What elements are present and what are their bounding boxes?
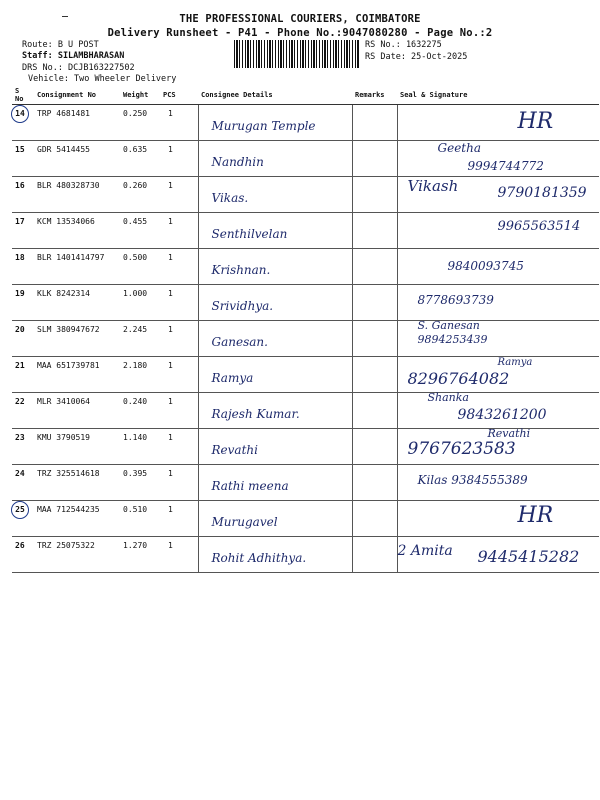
signature-phone: 9994744772	[467, 159, 544, 173]
rs-date: RS Date: 25-Oct-2025	[365, 52, 468, 62]
cell-sno	[12, 393, 34, 429]
cell-remarks	[352, 537, 397, 573]
rs-number: RS No.: 1632275	[365, 40, 442, 50]
cell-sno	[12, 429, 34, 465]
table-row	[12, 249, 599, 285]
sno-value: 26	[15, 541, 25, 550]
cell-pcs: 1	[160, 429, 198, 465]
consignee-name: Nandhin	[211, 155, 264, 169]
cell-pcs: 1	[160, 537, 198, 573]
cell-sno	[12, 285, 34, 321]
cell-pcs: 1	[160, 249, 198, 285]
sno-value: 20	[15, 325, 25, 334]
cell-weight: 0.395	[120, 465, 160, 501]
consignee-name: Ganesan.	[211, 335, 268, 349]
consignee-name: Rajesh Kumar.	[211, 407, 300, 421]
cell-remarks	[352, 393, 397, 429]
sno-value: 18	[15, 253, 25, 262]
column-header-details: Consignee Details	[198, 86, 352, 105]
cell-details	[198, 321, 352, 357]
cell-signature	[397, 177, 599, 213]
signature-text: Vikash	[407, 177, 459, 195]
consignee-name: Rathi meena	[211, 479, 289, 493]
sno-value: 14	[11, 105, 29, 123]
consignee-name: Rohit Adhithya.	[211, 551, 307, 565]
cell-pcs: 1	[160, 141, 198, 177]
table-row	[12, 465, 599, 501]
cell-sno	[12, 141, 34, 177]
cell-pcs: 1	[160, 177, 198, 213]
runsheet-subtitle: Delivery Runsheet - P41 - Phone No.:9047080280 - Page No.:2	[107, 27, 493, 39]
cell-weight: 2.180	[120, 357, 160, 393]
cell-remarks	[352, 249, 397, 285]
cell-remarks	[352, 141, 397, 177]
table-row	[12, 357, 599, 393]
cell-sno	[12, 465, 34, 501]
cell-consignment: MAA 651739781	[34, 357, 120, 393]
cell-weight: 2.245	[120, 321, 160, 357]
signature-text: S. Ganesan	[417, 319, 480, 332]
table-row	[12, 393, 599, 429]
table-row	[12, 501, 599, 537]
cell-sno	[12, 357, 34, 393]
cell-signature	[397, 537, 599, 573]
cell-remarks	[352, 465, 397, 501]
column-header-weight: Weight	[120, 86, 160, 105]
cell-weight: 0.635	[120, 141, 160, 177]
consignee-name: Senthilvelan	[211, 227, 288, 241]
column-header-remarks: Remarks	[352, 86, 397, 105]
cell-consignment: KMU 3790519	[34, 429, 120, 465]
cell-weight: 0.510	[120, 501, 160, 537]
table-row	[12, 141, 599, 177]
signature-text: 9965563514	[497, 219, 581, 234]
sno-value: 22	[15, 397, 25, 406]
consignee-name: Revathi	[211, 443, 258, 457]
cell-details	[198, 213, 352, 249]
column-header-pcs: PCS	[160, 86, 198, 105]
cell-signature	[397, 429, 599, 465]
route-label: Route: B U POST	[22, 40, 99, 50]
divider	[62, 16, 68, 17]
sno-value: 17	[15, 217, 25, 226]
table-row	[12, 285, 599, 321]
cell-remarks	[352, 501, 397, 537]
cell-signature	[397, 501, 599, 537]
cell-consignment: TRZ 25075322	[34, 537, 120, 573]
cell-details	[198, 357, 352, 393]
cell-sno	[12, 501, 34, 537]
sno-value: 23	[15, 433, 25, 442]
cell-details	[198, 177, 352, 213]
cell-weight: 1.270	[120, 537, 160, 573]
cell-signature	[397, 213, 599, 249]
cell-details	[198, 501, 352, 537]
cell-sno	[12, 321, 34, 357]
cell-consignment: TRZ 325514618	[34, 465, 120, 501]
signature-phone: 8296764082	[407, 369, 510, 388]
signature-text: Kilas 9384555389	[417, 473, 528, 487]
cell-sno	[12, 105, 34, 141]
signature-phone: 9843261200	[457, 407, 547, 423]
signature-text: 9840093745	[447, 259, 524, 273]
cell-details	[198, 285, 352, 321]
cell-consignment: BLR 480328730	[34, 177, 120, 213]
consignee-name: Krishnan.	[211, 263, 271, 277]
cell-signature	[397, 249, 599, 285]
drs-number: DRS No.: DCJB163227502	[22, 63, 135, 73]
sno-value: 21	[15, 361, 25, 370]
table-row	[12, 177, 599, 213]
cell-weight: 0.240	[120, 393, 160, 429]
consignee-name: Vikas.	[211, 191, 249, 205]
cell-details	[198, 105, 352, 141]
cell-consignment: TRP 4681481	[34, 105, 120, 141]
table-row	[12, 429, 599, 465]
cell-details	[198, 537, 352, 573]
cell-remarks	[352, 105, 397, 141]
company-title: THE PROFESSIONAL COURIERS, COIMBATORE	[179, 13, 421, 25]
signature-text: HR	[517, 503, 554, 528]
cell-sno	[12, 249, 34, 285]
cell-details	[198, 141, 352, 177]
barcode-image	[234, 40, 360, 68]
runsheet-table	[12, 86, 599, 573]
column-header-consignment: Consignment No	[34, 86, 120, 105]
cell-pcs: 1	[160, 105, 198, 141]
signature-text: Ramya	[497, 357, 533, 368]
cell-signature	[397, 141, 599, 177]
signature-phone: 9767623583	[407, 439, 516, 459]
consignee-name: Murugavel	[211, 515, 278, 529]
cell-consignment: GDR 5414455	[34, 141, 120, 177]
cell-signature	[397, 465, 599, 501]
cell-consignment: SLM 380947672	[34, 321, 120, 357]
consignee-name: Ramya	[211, 371, 254, 385]
cell-weight: 1.000	[120, 285, 160, 321]
cell-remarks	[352, 429, 397, 465]
table-row	[12, 105, 599, 141]
signature-phone: 9894253439	[417, 333, 488, 346]
cell-signature	[397, 357, 599, 393]
cell-remarks	[352, 321, 397, 357]
sno-value: 19	[15, 289, 25, 298]
cell-remarks	[352, 213, 397, 249]
cell-consignment: MLR 3410064	[34, 393, 120, 429]
cell-weight: 0.455	[120, 213, 160, 249]
cell-pcs: 1	[160, 393, 198, 429]
signature-text: 8778693739	[417, 293, 494, 307]
cell-signature	[397, 285, 599, 321]
cell-remarks	[352, 285, 397, 321]
cell-details	[198, 249, 352, 285]
vehicle-label: Vehicle: Two Wheeler Delivery	[28, 74, 177, 84]
cell-details	[198, 465, 352, 501]
cell-signature	[397, 105, 599, 141]
table-header-row	[12, 86, 599, 105]
cell-weight: 0.500	[120, 249, 160, 285]
sno-value: 24	[15, 469, 25, 478]
cell-sno	[12, 177, 34, 213]
signature-text: 2 Amita	[397, 543, 453, 559]
table-row	[12, 213, 599, 249]
cell-consignment: KLK 8242314	[34, 285, 120, 321]
cell-consignment: BLR 1401414797	[34, 249, 120, 285]
cell-signature	[397, 321, 599, 357]
column-header-signature: Seal & Signature	[397, 86, 599, 105]
cell-sno	[12, 213, 34, 249]
cell-consignment: MAA 712544235	[34, 501, 120, 537]
signature-phone: 9445415282	[477, 547, 580, 566]
consignee-name: Srividhya.	[211, 299, 274, 313]
cell-weight: 0.260	[120, 177, 160, 213]
consignee-name: Murugan Temple	[211, 119, 316, 133]
cell-remarks	[352, 357, 397, 393]
cell-details	[198, 393, 352, 429]
signature-text: Shanka	[427, 391, 469, 404]
cell-details	[198, 429, 352, 465]
cell-remarks	[352, 177, 397, 213]
table-row	[12, 537, 599, 573]
signature-text: Geetha	[437, 141, 481, 155]
sno-value: 16	[15, 181, 25, 190]
cell-signature	[397, 393, 599, 429]
sno-value: 15	[15, 145, 25, 154]
cell-weight: 0.250	[120, 105, 160, 141]
table-row	[12, 321, 599, 357]
staff-label: Staff: SILAMBHARASAN	[22, 51, 125, 61]
signature-text: HR	[517, 109, 554, 134]
cell-pcs: 1	[160, 465, 198, 501]
cell-pcs: 1	[160, 357, 198, 393]
cell-pcs: 1	[160, 213, 198, 249]
cell-pcs: 1	[160, 501, 198, 537]
signature-text: Revathi	[487, 427, 531, 440]
cell-weight: 1.140	[120, 429, 160, 465]
column-header-sno: S No	[12, 86, 34, 105]
signature-phone: 9790181359	[497, 185, 587, 201]
cell-consignment: KCM 13534066	[34, 213, 120, 249]
cell-pcs: 1	[160, 321, 198, 357]
cell-pcs: 1	[160, 285, 198, 321]
sno-value: 25	[11, 501, 29, 519]
cell-sno	[12, 537, 34, 573]
